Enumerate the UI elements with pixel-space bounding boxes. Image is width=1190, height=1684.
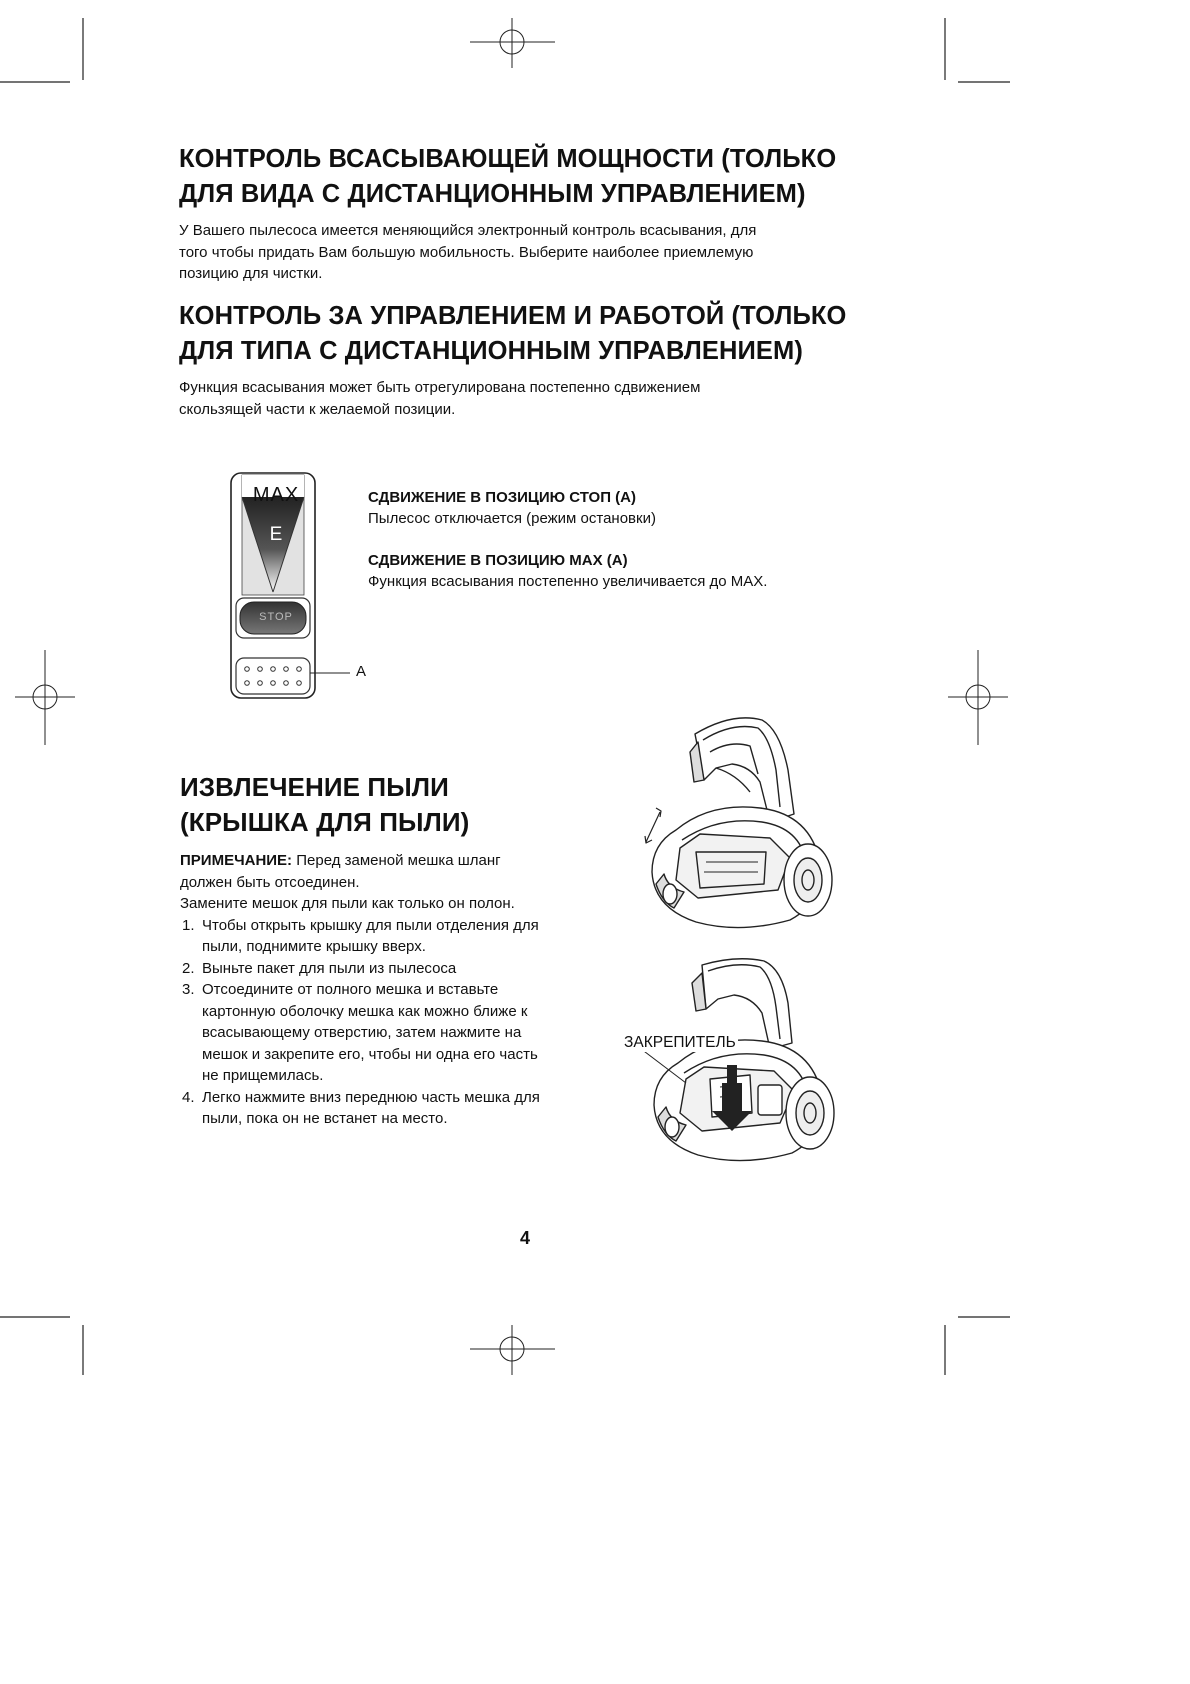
note-text: Перед заменой мешка шланг [292, 852, 501, 869]
page-number: 4 [520, 1228, 531, 1248]
max-heading: СДВИЖЕНИЕ В ПОЗИЦИЮ MAX (A) [368, 551, 628, 569]
registration-mark-left [15, 650, 75, 745]
registration-mark-top [470, 18, 555, 68]
note-line: должен быть отсоединен. [180, 873, 360, 891]
body-line: скользящей части к желаемой позиции. [179, 400, 456, 418]
list-item: 4. Легко нажмите вниз переднюю часть мешка для пыли, пока он не встанет на место. [182, 1088, 540, 1127]
section-title-line: КОНТРОЛЬ ВСАСЫВАЮЩЕЙ МОЩНОСТИ (ТОЛЬКО [179, 145, 837, 173]
body-line: позицию для чистки. [179, 265, 323, 282]
e-label: E [269, 524, 283, 545]
section-control-operation [179, 299, 979, 420]
latch-label: ЗАКРЕПИТЕЛЬ [624, 1034, 736, 1051]
section-title-line: ИЗВЛЕЧЕНИЕ ПЫЛИ [180, 772, 449, 802]
steps-list [180, 915, 620, 1130]
list-item: 3. Отсоедините от полного мешка и вставьте картонную оболочку мешка как можно ближе к всасывающему отверстию, затем нажмите на мешок и закрепите его, чтобы ни одна его часть не прищемилась. [182, 981, 538, 1084]
stop-heading: СДВИЖЕНИЕ В ПОЗИЦИЮ СТОП (A) [368, 489, 636, 506]
stop-text: Пылесос отключается (режим остановки) [368, 510, 656, 527]
section-dust-removal [180, 770, 620, 1130]
section-title-line: КОНТРОЛЬ ЗА УПРАВЛЕНИЕМ И РАБОТОЙ (ТОЛЬКО [179, 302, 847, 330]
section-title-line: ДЛЯ ТИПА С ДИСТАНЦИОННЫМ УПРАВЛЕНИЕМ) [179, 337, 803, 365]
max-text: Функция всасывания постепенно увеличивается до MAX. [368, 572, 768, 590]
body-line: У Вашего пылесоса имеется меняющийся электронный контроль всасывания, для [179, 222, 757, 239]
registration-mark-bottom [470, 1325, 555, 1375]
list-item: 2. Выньте пакет для пыли из пылесоса [182, 959, 457, 977]
vacuum-lid-open-illustration [640, 712, 850, 937]
section-title-line: (КРЫШКА ДЛЯ ПЫЛИ) [180, 807, 470, 837]
intro-line: Замените мешок для пыли как только он полон. [180, 895, 515, 912]
registration-mark-right [948, 650, 1008, 745]
slider-positions [368, 488, 928, 592]
section-title-line: ДЛЯ ВИДА С ДИСТАНЦИОННЫМ УПРАВЛЕНИЕМ) [179, 180, 806, 208]
list-item: 1. Чтобы открыть крышку для пыли отделения для пыли, поднимите крышку вверх. [182, 916, 539, 955]
stop-label: STOP [259, 611, 293, 623]
body-line: Функция всасывания может быть отрегулирована постепенно сдвижением [179, 379, 701, 396]
vacuum-bag-latch-illustration [640, 955, 850, 1170]
callout-a: A [356, 663, 367, 680]
note-line [180, 850, 620, 872]
body-line: того чтобы придать Вам большую мобильность. Выберите наиболее приемлемую [179, 243, 754, 261]
section-suction-power [179, 142, 979, 285]
note-label: ПРИМЕЧАНИЕ: [180, 852, 293, 869]
max-label: MAX [252, 484, 300, 506]
